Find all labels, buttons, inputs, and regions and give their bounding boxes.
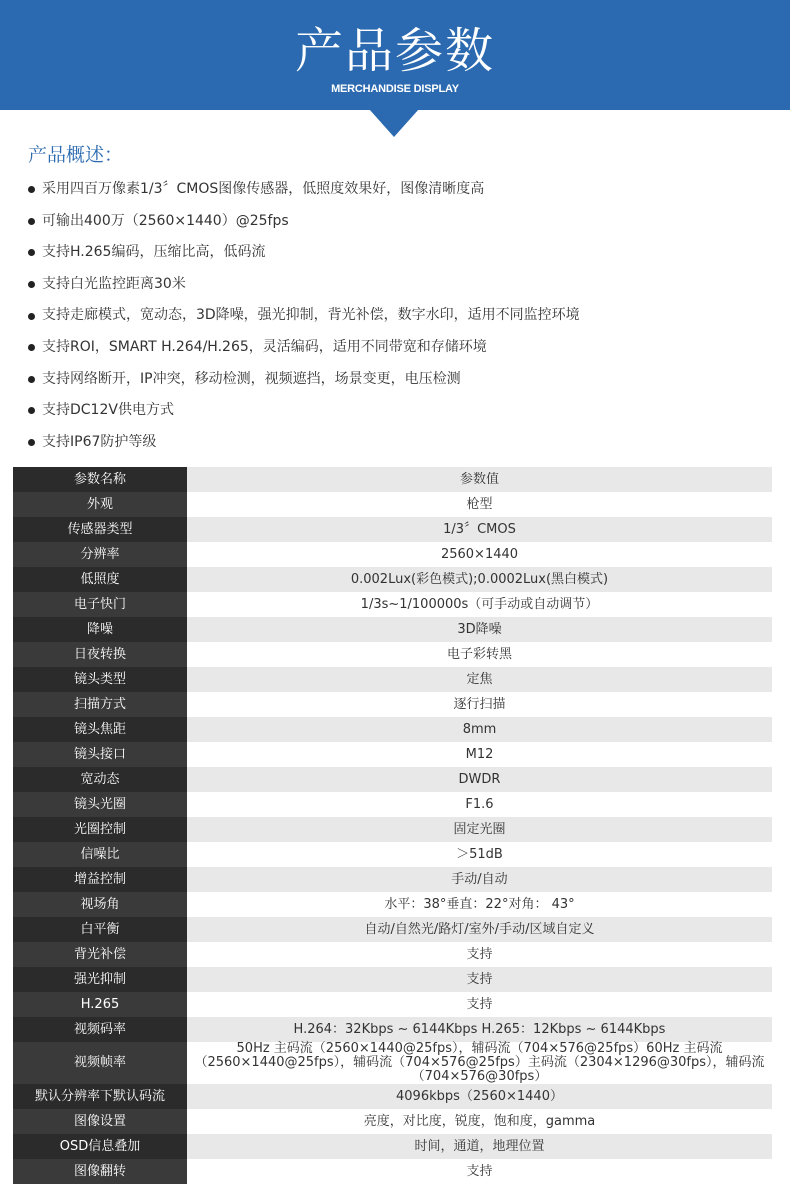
param-name: 视场角 <box>13 892 187 917</box>
param-value: DWDR <box>187 767 772 792</box>
overview-heading: 产品概述： <box>28 144 124 166</box>
table-row <box>13 617 772 642</box>
param-name: H.265 <box>13 992 187 1017</box>
feature-text: 可输出400万（2560×1440）@25fps <box>42 212 289 229</box>
header-banner <box>0 0 790 110</box>
table-row <box>13 767 772 792</box>
table-row <box>13 692 772 717</box>
bullet-icon <box>28 249 35 256</box>
bullet-icon <box>28 344 35 351</box>
param-value: 逐行扫描 <box>187 692 772 717</box>
param-value: F1.6 <box>187 792 772 817</box>
feature-text: 支持ROI，SMART H.264/H.265，灵活编码，适用不同带宽和存储环境 <box>42 338 487 355</box>
param-name: OSD信息叠加 <box>13 1134 187 1159</box>
list-item <box>28 269 580 301</box>
table-row <box>13 1084 772 1109</box>
param-name: 分辨率 <box>13 542 187 567</box>
param-name: 电子快门 <box>13 592 187 617</box>
param-name: 低照度 <box>13 567 187 592</box>
table-row <box>13 492 772 517</box>
param-name: 传感器类型 <box>13 517 187 542</box>
list-item <box>28 300 580 332</box>
page-title: 产品参数 <box>294 23 495 79</box>
table-row <box>13 1017 772 1042</box>
param-value: 时间，通道，地理位置 <box>187 1134 772 1159</box>
param-value: H.264：32Kbps ~ 6144Kbps H.265：12Kbps ~ 6144Kbps <box>187 1017 772 1042</box>
table-row <box>13 717 772 742</box>
param-value: 支持 <box>187 992 772 1017</box>
table-row <box>13 842 772 867</box>
feature-text: 采用四百万像素1/3〞CMOS图像传感器，低照度效果好，图像清晰度高 <box>42 181 485 197</box>
table-row <box>13 1042 772 1084</box>
list-item <box>28 237 580 269</box>
param-value: 支持 <box>187 967 772 992</box>
table-row <box>13 542 772 567</box>
param-name: 镜头接口 <box>13 742 187 767</box>
param-name: 图像翻转 <box>13 1159 187 1184</box>
param-name: 扫描方式 <box>13 692 187 717</box>
bullet-icon <box>28 376 35 383</box>
table-row <box>13 792 772 817</box>
param-name: 白平衡 <box>13 917 187 942</box>
param-name: 光圈控制 <box>13 817 187 842</box>
table-row <box>13 667 772 692</box>
param-value: 50Hz 主码流（2560×1440@25fps），辅码流（704×576@25fps）60Hz 主码流（2560×1440@25fps），辅码流（704×576@25fps）主码流（2304×1296@30fps），辅码流（704×576@30fps） <box>187 1042 772 1084</box>
table-row <box>13 967 772 992</box>
bullet-icon <box>28 313 35 320</box>
feature-text: 支持白光监控距离30米 <box>42 275 186 292</box>
bullet-icon <box>28 218 35 225</box>
param-name: 增益控制 <box>13 867 187 892</box>
list-item <box>28 395 580 427</box>
table-row <box>13 867 772 892</box>
table-row <box>13 1159 772 1184</box>
param-name: 日夜转换 <box>13 642 187 667</box>
param-value: ＞51dB <box>187 842 772 867</box>
list-item <box>28 174 580 206</box>
param-name: 降噪 <box>13 617 187 642</box>
bullet-icon <box>28 281 35 288</box>
spec-table <box>13 467 772 1184</box>
param-value: 定焦 <box>187 667 772 692</box>
table-row <box>13 592 772 617</box>
param-name: 镜头焦距 <box>13 717 187 742</box>
param-value: 0.002Lux(彩色模式);0.0002Lux(黑白模式) <box>187 567 772 592</box>
bullet-icon <box>28 439 35 446</box>
param-value: 电子彩转黑 <box>187 642 772 667</box>
feature-text: 支持H.265编码，压缩比高，低码流 <box>42 244 266 261</box>
param-value: 自动/自然光/路灯/室外/手动/区域自定义 <box>187 917 772 942</box>
page-subtitle: MERCHANDISE DISPLAY <box>331 83 459 95</box>
table-row <box>13 642 772 667</box>
param-name: 外观 <box>13 492 187 517</box>
table-row <box>13 742 772 767</box>
bullet-icon <box>28 186 35 193</box>
table-row <box>13 992 772 1017</box>
feature-text: 支持走廊模式，宽动态，3D降噪，强光抑制，背光补偿，数字水印，适用不同监控环境 <box>42 307 580 324</box>
param-name: 镜头类型 <box>13 667 187 692</box>
param-value: 支持 <box>187 1159 772 1184</box>
feature-list <box>28 174 580 458</box>
table-row <box>13 567 772 592</box>
param-name: 背光补偿 <box>13 942 187 967</box>
param-value: 4096kbps（2560×1440） <box>187 1084 772 1109</box>
param-name-header: 参数名称 <box>13 467 187 492</box>
param-name: 宽动态 <box>13 767 187 792</box>
param-name: 强光抑制 <box>13 967 187 992</box>
list-item <box>28 332 580 364</box>
table-row <box>13 517 772 542</box>
param-value: 亮度，对比度，锐度，饱和度，gamma <box>187 1109 772 1134</box>
table-row <box>13 1134 772 1159</box>
table-row <box>13 917 772 942</box>
table-header-row <box>13 467 772 492</box>
feature-text: 支持网络断开，IP冲突，移动检测，视频遮挡，场景变更，电压检测 <box>42 370 461 387</box>
param-name: 信噪比 <box>13 842 187 867</box>
param-value: 1/3〞CMOS <box>187 517 772 542</box>
param-value: M12 <box>187 742 772 767</box>
param-value: 支持 <box>187 942 772 967</box>
param-value: 1/3s~1/100000s（可手动或自动调节） <box>187 592 772 617</box>
param-value: 固定光圈 <box>187 817 772 842</box>
param-value: 2560×1440 <box>187 542 772 567</box>
param-name: 视频码率 <box>13 1017 187 1042</box>
param-value-header: 参数值 <box>187 467 772 492</box>
table-row <box>13 942 772 967</box>
param-value: 枪型 <box>187 492 772 517</box>
param-value: 水平：38°垂直：22°对角： 43° <box>187 892 772 917</box>
feature-text: 支持DC12V供电方式 <box>42 402 174 419</box>
table-row <box>13 1109 772 1134</box>
param-value: 3D降噪 <box>187 617 772 642</box>
param-name: 图像设置 <box>13 1109 187 1134</box>
param-name: 默认分辨率下默认码流 <box>13 1084 187 1109</box>
list-item <box>28 206 580 238</box>
table-row <box>13 817 772 842</box>
list-item <box>28 427 580 459</box>
param-value: 8mm <box>187 717 772 742</box>
feature-text: 支持IP67防护等级 <box>42 433 157 450</box>
param-name: 视频帧率 <box>13 1042 187 1084</box>
param-value: 手动/自动 <box>187 867 772 892</box>
bullet-icon <box>28 407 35 414</box>
table-row <box>13 892 772 917</box>
list-item <box>28 364 580 396</box>
banner-arrow-icon <box>369 109 419 137</box>
param-name: 镜头光圈 <box>13 792 187 817</box>
